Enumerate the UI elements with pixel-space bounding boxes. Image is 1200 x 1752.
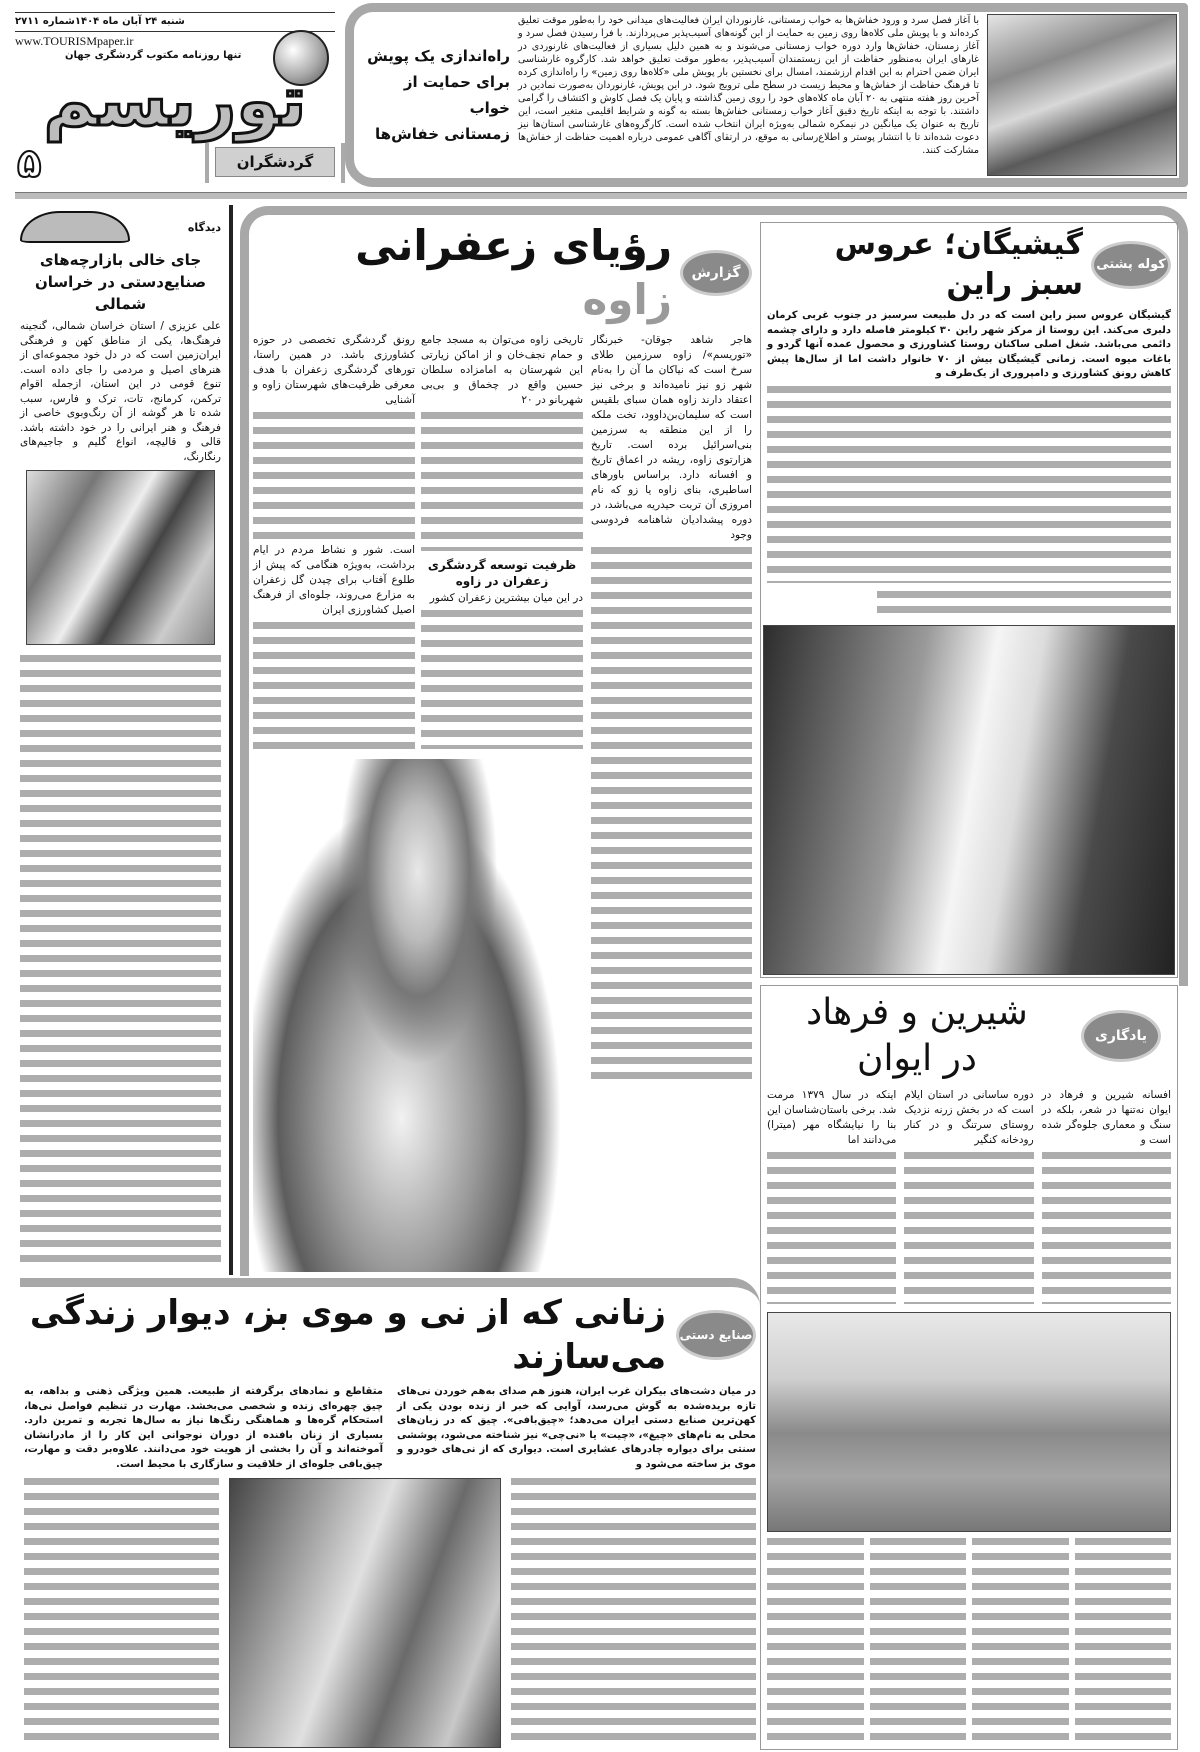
chigh-col-right: در میان دشت‌های بیکران غرب ایران، هنوز هم صدای به‌هم خوردن نی‌های تازه بریده‌شده به گوش می‌رسد، آوایی که خبر از زنده بودن یکی از کهن‌ترین صنایع دستی ایران می‌دهد؛ «چیق‌بافی». چیق که در زبان‌های محلی به نام‌های «چیغ»، «چیت» یا «نی‌چی» نیز شناخته می‌شود، پوششی سنتی برای دیواره چادرهای عشایری است. دیواری که از نی‌های خودرو و موی بز ساخته می‌شود و [397, 1386, 756, 1470]
gishigan-body-cont [767, 386, 1171, 584]
saffron-body [253, 333, 752, 1272]
saffron-col-2: تاریخی زاوه می‌توان به مسجد جامع و حمام نجف‌خان و از اماکن زیارتی این شهرستان به امامزاده سلطان حسین واقع در چخماق و بی‌بی شهربانو در ۲۰ [421, 334, 583, 406]
saffron-col-2b-cont [421, 610, 583, 749]
didgah-column [15, 205, 233, 1275]
gishigan-body-cont-2 [877, 591, 1171, 621]
top-story-body: با آغاز فصل سرد و ورود خفاش‌ها به خواب زمستانی، غارنوردان ایران فعالیت‌های میدانی خود را به‌طور موقت تعلیق کرده‌اند و با پویش ملی کلاه‌ها روی زمین به حمایت از این گونه‌های آسیب‌پذیر می‌پردازند. با فرا رسیدن فصل سرد و آغاز زمستان، خفاش‌ها وارد دوره خواب زمستانی می‌شوند و به همین دلیل بسیاری از فعالیت‌های غارنوردی در غارهای ایران به‌منظور حفاظت از این زیستمندان آسیب‌پذیر، به‌طور موقت تعلیق خواهد شد. کارگروه غارشناسی ایران ضمن احترام به این اقدام ارزشمند، امسال برای نخستین بار پویش ملی «کلاه‌ها روی زمین» را راه‌اندازی کرده تا فرهنگ حفاظت از خفاش‌ها و محیط زیست در سطح ملی ترویج شود. در این پویش، غارنوردان به‌صورت نمادین در آخرین روز هفته منتهی به ۲۰ آبان ماه کلاه‌های خود را روی زمین گذاشته و پایان یک فصل کاوش و اکتشاف را گرامی داشتند. با توجه به اینکه تاریخ دقیق آغاز خواب زمستانی خفاش‌ها بسته به گونه و شرایط اقلیمی متغیر است، این تاریخ به عنوان یک میانگین در نیمکره شمالی به‌ویژه ایران انتخاب شده است. کارگروه‌های غارشناسی استان‌ها نیز دعوت شده‌اند تا با انتشار پوستر و اطلاع‌رسانی به موقع، در ارتقای آگاهی عمومی درباره اهمیت حفاظت از خفاش‌ها مشارکت کنند. [518, 15, 979, 156]
shirin-col-3-cont [767, 1152, 896, 1304]
date-issue: شنبه ۲۴ آبان ماه ۱۴۰۴شماره ۲۷۱۱ [15, 16, 185, 27]
saffron-subhead: ظرفیت توسعه گردشگری زعفران در زاوه [427, 558, 577, 588]
saffron-col-3-cont [253, 412, 415, 539]
page-divider [15, 192, 1187, 199]
shirin-columns [767, 1088, 1171, 1308]
shirin-farhad-article [760, 985, 1178, 1750]
saffron-left-area [253, 333, 583, 1272]
shirin-col-1-wrap [1042, 1088, 1171, 1308]
chigh-col-left-narrow [24, 1478, 219, 1748]
shirin-col-2: دوره ساسانی در استان ایلام است که در بخش زرنه نزدیک روستای سرتنگ و در کنار رودخانه کنگیر [904, 1089, 1034, 1146]
saffron-col-3b: است. شور و نشاط مردم در ایام برداشت، به‌ویژه هنگامی که پیش از طلوع آفتاب برای چیدن گل زعفران به مزارع می‌روند، جلوه‌ای از فرهنگ اصیل کشاورزی ایران [253, 544, 415, 616]
headline-line: در ایوان [857, 1038, 977, 1079]
headline-line: زمستانی خفاش‌ها [375, 125, 510, 143]
saffron-col-3: رونق گردشگری تخصصی در حوزه کشاورزی باشد. در همین راستا، تورهای گردشگری زعفران با هدف معرفی ظرفیت‌های شهرستان زاوه و آشنایی [253, 334, 415, 406]
shirin-col-2-wrap [904, 1088, 1033, 1308]
saffron-col-1: هاجر شاهد جوقان- خبرنگار «توریسم»/ زاوه سرزمین طلای سرخ است که نیاکان ما آن را به‌نام شهر زو نیز نامیده‌اند و برخی نیز اعتقاد دارند زاوه همان سبای بلقیس است که سلیمان‌بن‌داوود، تخت ملکه را از این منطقه به سرزمین بنی‌اسرائیل برده است. تاریخ هزارتوی زاوه، ریشه در اعماق تاریخ و افسانه دارد. براساس باورهای اساطیری، بنای زاوه یا زو که نام امروزی آن تربت حیدریه می‌باشد، در دوره پیشدادیان شاهنامه فردوسی وجود [591, 334, 752, 541]
saffron-col-2-wrap [421, 333, 583, 753]
chigh-article [20, 1278, 760, 1750]
didgah-text-continued [20, 655, 221, 1267]
bazaar-photo [26, 470, 215, 645]
saffron-col-2b: در این میان بیشترین زعفران کشور [429, 592, 583, 604]
didgah-body: علی عزیزی / استان خراسان شمالی، گنجینه فرهنگ‌ها، یکی از مناطق کهن و فرهنگی ایران‌زمین است که در دل خود مجموعه‌ای از هنرهای اصیل و مردمی را جای داده است. تنوع قومی در این استان، ازجمله اقوام ترکمن، کرمانج، تات، ترک و فارس، سبب شده تا هر گوشه از آن رنگ‌وبوی خاصی از فرهنگ و هنر ایرانی را در خود داشته باشد. قالی و قالیچه، انواع گلیم و جاجیم‌های رنگارنگ، [20, 320, 221, 463]
saffron-article [240, 206, 758, 1276]
shirin-bottom-col-3 [972, 1538, 1069, 1745]
saffron-col-3b-cont [253, 622, 415, 749]
saffron-col-1-cont [591, 547, 752, 1087]
top-story [345, 3, 1188, 187]
saffron-col-3-wrap [253, 333, 415, 753]
saffron-headline [253, 219, 672, 327]
shirin-col-1-cont [1042, 1152, 1171, 1304]
didgah-headline: جای خالی بازارچه‌های صنایع‌دستی در خراسان شمالی [34, 251, 207, 313]
shirin-col-1: افسانه شیرین و فرهاد در ایوان نه‌تنها در شعر، بلکه در سنگ و معماری جلوه‌گر شده است و [1041, 1089, 1171, 1146]
didgah-header [20, 209, 221, 245]
bats-photo [987, 14, 1177, 176]
gishigan-header [767, 225, 1171, 305]
tag-bubble: صنایع دستی [676, 1310, 756, 1360]
rule [15, 12, 335, 13]
chigh-header [24, 1291, 756, 1379]
section-title: گردشگران [215, 147, 335, 177]
monument-photo [767, 1312, 1171, 1532]
chigh-top-columns [24, 1385, 756, 1472]
tag-bubble: گزارش [680, 250, 752, 296]
headline-dark: رؤیای زعفرانی [355, 221, 672, 270]
gishigan-headline: گیشیگان؛ عروس سبز راین [834, 227, 1083, 302]
didgah-label: دیدگاه [187, 220, 221, 234]
chigh-col-right-narrow [511, 1478, 756, 1748]
shirin-col-3-wrap [767, 1088, 896, 1308]
shirin-col-3: اینکه در سال ۱۳۷۹ مرمت شد. برخی باستان‌شناسان این بنا را نیایشگاه مهر (میترا) می‌دانند اما [767, 1089, 897, 1146]
gishigan-body: گیشیگان عروس سبز راین است که در دل طبیعت سرسبز در جنوب غربی کرمان دلبری می‌کند. این روستا از مرکز شهر راین ۳۰ کیلومتر فاصله دارد و دارای چشمه دائمی می‌باشد. شغل اصلی ساکنان روستا کشاورزی و محصول عمده آنها گردو و باغات میوه است. زمانی گیشیگان بیش از ۷۰ خانوار داشت اما از سال‌ها پیش کاهش رونق کشاورزی و دامپروری از یک‌طرف و [767, 310, 1172, 379]
shirin-bottom-col-1 [767, 1538, 864, 1745]
shirin-header [767, 990, 1171, 1082]
tag-bubble: کوله پشتی [1091, 241, 1171, 289]
chigh-headline: زنانی که از نی و موی بز، دیوار زندگی می‌سازند [29, 1293, 666, 1377]
slogan: تنها روزنامه مکتوب گردشگری جهان [65, 50, 242, 61]
waterfall-photo [763, 625, 1175, 975]
shirin-col-2-cont [904, 1152, 1033, 1304]
saffron-header [253, 219, 752, 327]
weaving-photo [229, 1478, 501, 1748]
saffron-col-2-cont [421, 412, 583, 551]
saffron-woman-photo [253, 759, 583, 1272]
website-link[interactable]: www.TOURISMpaper.ir [15, 34, 134, 48]
tag-bubble: یادگاری [1081, 1010, 1161, 1062]
section-label [205, 143, 345, 183]
didgah-logo [20, 211, 130, 243]
masthead [15, 0, 335, 190]
shirin-bottom-col-4 [1075, 1538, 1172, 1745]
headline-light: زاوه [582, 275, 672, 324]
headline-line: راه‌اندازی یک پویش [367, 47, 510, 65]
saffron-col-1-wrap [591, 333, 752, 1272]
shirin-headline [767, 990, 1067, 1082]
chigh-bottom-row [24, 1478, 756, 1748]
top-story-headline [360, 43, 510, 147]
chigh-col-left: متقاطع و نمادهای برگرفته از طبیعت. همین ویژگی ذهنی و بداهه، به چیق چهره‌ای زنده و شخصی می‌بخشد. مهارت در تنظیم فواصل نی‌ها، استحکام گره‌ها و هماهنگی رنگ‌ها نیاز به سال‌ها تجربه و تمرین دارد. بسیاری از زنان بافنده از دوران نوجوانی این کار را از مادرانشان آموخته‌اند و آن را بخشی از هویت خود می‌دانند. علاوه‌بر دقت و مهارت، چیق‌بافی جلوه‌ای از خلاقیت و سازگاری با محیط است. [24, 1386, 383, 1470]
gishigan-article [760, 222, 1178, 978]
rule [15, 31, 335, 32]
shirin-bottom-col-2 [870, 1538, 967, 1745]
shirin-bottom-columns [767, 1538, 1171, 1745]
page-number: ۵ [17, 141, 42, 187]
logo: توریسم [43, 60, 307, 142]
saffron-columns [253, 333, 583, 753]
headline-line: برای حمایت از خواب [403, 73, 510, 117]
headline-line: شیرین و فرهاد [806, 992, 1028, 1033]
